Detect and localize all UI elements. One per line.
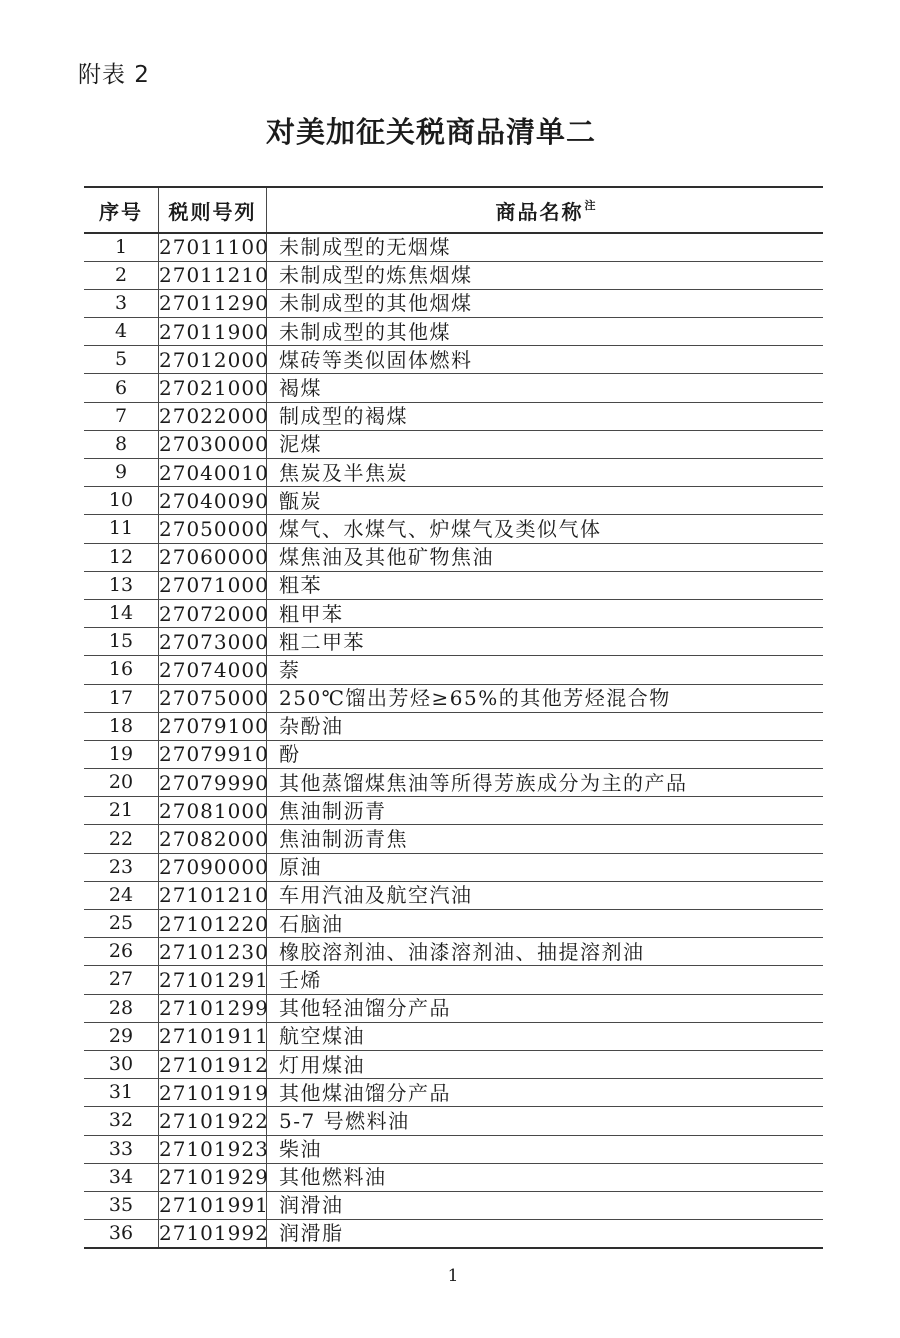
- cell-index: 17: [84, 684, 159, 712]
- table-row: [84, 515, 823, 543]
- table-row: [84, 233, 823, 261]
- cell-name: 其他燃料油: [267, 1163, 824, 1191]
- cell-code: 27072000: [159, 599, 267, 627]
- cell-name: 未制成型的炼焦烟煤: [267, 261, 824, 289]
- cell-name: 柴油: [267, 1135, 824, 1163]
- cell-name: 未制成型的其他烟煤: [267, 289, 824, 317]
- table-row: [84, 656, 823, 684]
- cell-code: 27011100: [159, 233, 267, 261]
- cell-name: 250℃馏出芳烃≥65%的其他芳烃混合物: [267, 684, 824, 712]
- cell-code: 27101923: [159, 1135, 267, 1163]
- table-row: [84, 487, 823, 515]
- cell-index: 8: [84, 430, 159, 458]
- cell-name: 焦油制沥青焦: [267, 825, 824, 853]
- table-row: [84, 966, 823, 994]
- header-name: [267, 187, 824, 233]
- cell-code: 27071000: [159, 571, 267, 599]
- table-row: [84, 459, 823, 487]
- cell-code: 27011290: [159, 289, 267, 317]
- cell-index: 2: [84, 261, 159, 289]
- cell-code: 27101210: [159, 881, 267, 909]
- table-row: [84, 684, 823, 712]
- cell-code: 27101922: [159, 1107, 267, 1135]
- cell-index: 12: [84, 543, 159, 571]
- cell-name: 石脑油: [267, 910, 824, 938]
- cell-name: 其他轻油馏分产品: [267, 994, 824, 1022]
- cell-index: 21: [84, 797, 159, 825]
- cell-name: 萘: [267, 656, 824, 684]
- table-row: [84, 571, 823, 599]
- table-row: [84, 740, 823, 768]
- cell-name: 煤砖等类似固体燃料: [267, 346, 824, 374]
- cell-code: 27012000: [159, 346, 267, 374]
- cell-index: 18: [84, 712, 159, 740]
- table-row: [84, 712, 823, 740]
- cell-code: 27021000: [159, 374, 267, 402]
- cell-index: 30: [84, 1050, 159, 1078]
- cell-name: 焦油制沥青: [267, 797, 824, 825]
- table-body: [84, 233, 823, 1248]
- cell-name: 焦炭及半焦炭: [267, 459, 824, 487]
- cell-code: 27090000: [159, 853, 267, 881]
- cell-index: 15: [84, 628, 159, 656]
- cell-index: 6: [84, 374, 159, 402]
- cell-name: 其他煤油馏分产品: [267, 1079, 824, 1107]
- cell-index: 11: [84, 515, 159, 543]
- table-row: [84, 543, 823, 571]
- cell-index: 33: [84, 1135, 159, 1163]
- cell-name: 粗甲苯: [267, 599, 824, 627]
- cell-code: 27101220: [159, 910, 267, 938]
- table-row: [84, 853, 823, 881]
- cell-index: 3: [84, 289, 159, 317]
- cell-index: 31: [84, 1079, 159, 1107]
- cell-index: 26: [84, 938, 159, 966]
- cell-name: 未制成型的其他煤: [267, 318, 824, 346]
- cell-name: 煤焦油及其他矿物焦油: [267, 543, 824, 571]
- cell-code: 27101230: [159, 938, 267, 966]
- cell-code: 27079990: [159, 769, 267, 797]
- table-row: [84, 881, 823, 909]
- cell-code: 27101299: [159, 994, 267, 1022]
- cell-code: 27101291: [159, 966, 267, 994]
- header-code: 税则号列: [159, 187, 267, 233]
- cell-name: 润滑脂: [267, 1220, 824, 1248]
- table-row: [84, 1191, 823, 1219]
- cell-index: 34: [84, 1163, 159, 1191]
- cell-code: 27101911: [159, 1022, 267, 1050]
- cell-name: 航空煤油: [267, 1022, 824, 1050]
- cell-code: 27022000: [159, 402, 267, 430]
- cell-index: 20: [84, 769, 159, 797]
- table-row: [84, 1050, 823, 1078]
- table-row: [84, 402, 823, 430]
- cell-index: 23: [84, 853, 159, 881]
- cell-name: 5-7 号燃料油: [267, 1107, 824, 1135]
- tariff-table: [84, 186, 823, 1249]
- table-row: [84, 910, 823, 938]
- page-number: 1: [447, 1266, 459, 1286]
- cell-index: 29: [84, 1022, 159, 1050]
- table-row: [84, 797, 823, 825]
- cell-code: 27101991: [159, 1191, 267, 1219]
- cell-index: 36: [84, 1220, 159, 1248]
- cell-name: 甑炭: [267, 487, 824, 515]
- cell-code: 27074000: [159, 656, 267, 684]
- table-row: [84, 346, 823, 374]
- cell-code: 27040010: [159, 459, 267, 487]
- cell-code: 27030000: [159, 430, 267, 458]
- cell-index: 16: [84, 656, 159, 684]
- cell-code: 27011210: [159, 261, 267, 289]
- cell-code: 27073000: [159, 628, 267, 656]
- cell-code: 27011900: [159, 318, 267, 346]
- cell-name: 车用汽油及航空汽油: [267, 881, 824, 909]
- cell-code: 27079100: [159, 712, 267, 740]
- cell-name: 灯用煤油: [267, 1050, 824, 1078]
- cell-code: 27079910: [159, 740, 267, 768]
- table-row: [84, 289, 823, 317]
- table-row: [84, 1079, 823, 1107]
- cell-name: 制成型的褐煤: [267, 402, 824, 430]
- table-row: [84, 628, 823, 656]
- table-row: [84, 430, 823, 458]
- cell-name: 润滑油: [267, 1191, 824, 1219]
- note-superscript: 注: [584, 198, 596, 212]
- cell-code: 27075000: [159, 684, 267, 712]
- cell-index: 19: [84, 740, 159, 768]
- cell-code: 27101912: [159, 1050, 267, 1078]
- table-row: [84, 374, 823, 402]
- cell-index: 1: [84, 233, 159, 261]
- table-row: [84, 599, 823, 627]
- cell-index: 28: [84, 994, 159, 1022]
- cell-code: 27101992: [159, 1220, 267, 1248]
- table-row: [84, 1220, 823, 1248]
- cell-name: 其他蒸馏煤焦油等所得芳族成分为主的产品: [267, 769, 824, 797]
- cell-index: 4: [84, 318, 159, 346]
- table-row: [84, 318, 823, 346]
- document-title: 对美加征关税商品清单二: [265, 115, 596, 149]
- cell-index: 13: [84, 571, 159, 599]
- table-row: [84, 1107, 823, 1135]
- table-row: [84, 1163, 823, 1191]
- cell-name: 杂酚油: [267, 712, 824, 740]
- table-row: [84, 261, 823, 289]
- cell-index: 5: [84, 346, 159, 374]
- cell-name: 泥煤: [267, 430, 824, 458]
- cell-index: 14: [84, 599, 159, 627]
- cell-index: 27: [84, 966, 159, 994]
- table-row: [84, 769, 823, 797]
- cell-index: 9: [84, 459, 159, 487]
- cell-index: 25: [84, 910, 159, 938]
- cell-index: 24: [84, 881, 159, 909]
- table-row: [84, 825, 823, 853]
- appendix-label: 附表 2: [78, 62, 150, 88]
- cell-name: 粗苯: [267, 571, 824, 599]
- cell-name: 壬烯: [267, 966, 824, 994]
- cell-code: 27101929: [159, 1163, 267, 1191]
- table-row: [84, 1022, 823, 1050]
- table-row: [84, 938, 823, 966]
- cell-name: 粗二甲苯: [267, 628, 824, 656]
- cell-code: 27081000: [159, 797, 267, 825]
- header-name-text: 商品名称: [495, 199, 584, 224]
- cell-index: 32: [84, 1107, 159, 1135]
- cell-code: 27060000: [159, 543, 267, 571]
- table-row: [84, 1135, 823, 1163]
- table-row: [84, 994, 823, 1022]
- cell-name: 煤气、水煤气、炉煤气及类似气体: [267, 515, 824, 543]
- cell-code: 27101919: [159, 1079, 267, 1107]
- cell-name: 未制成型的无烟煤: [267, 233, 824, 261]
- cell-index: 10: [84, 487, 159, 515]
- cell-index: 35: [84, 1191, 159, 1219]
- header-index: 序号: [84, 187, 159, 233]
- cell-code: 27040090: [159, 487, 267, 515]
- cell-index: 7: [84, 402, 159, 430]
- cell-code: 27050000: [159, 515, 267, 543]
- cell-index: 22: [84, 825, 159, 853]
- table-header-row: [84, 187, 823, 233]
- cell-name: 橡胶溶剂油、油漆溶剂油、抽提溶剂油: [267, 938, 824, 966]
- cell-name: 原油: [267, 853, 824, 881]
- cell-code: 27082000: [159, 825, 267, 853]
- cell-name: 褐煤: [267, 374, 824, 402]
- cell-name: 酚: [267, 740, 824, 768]
